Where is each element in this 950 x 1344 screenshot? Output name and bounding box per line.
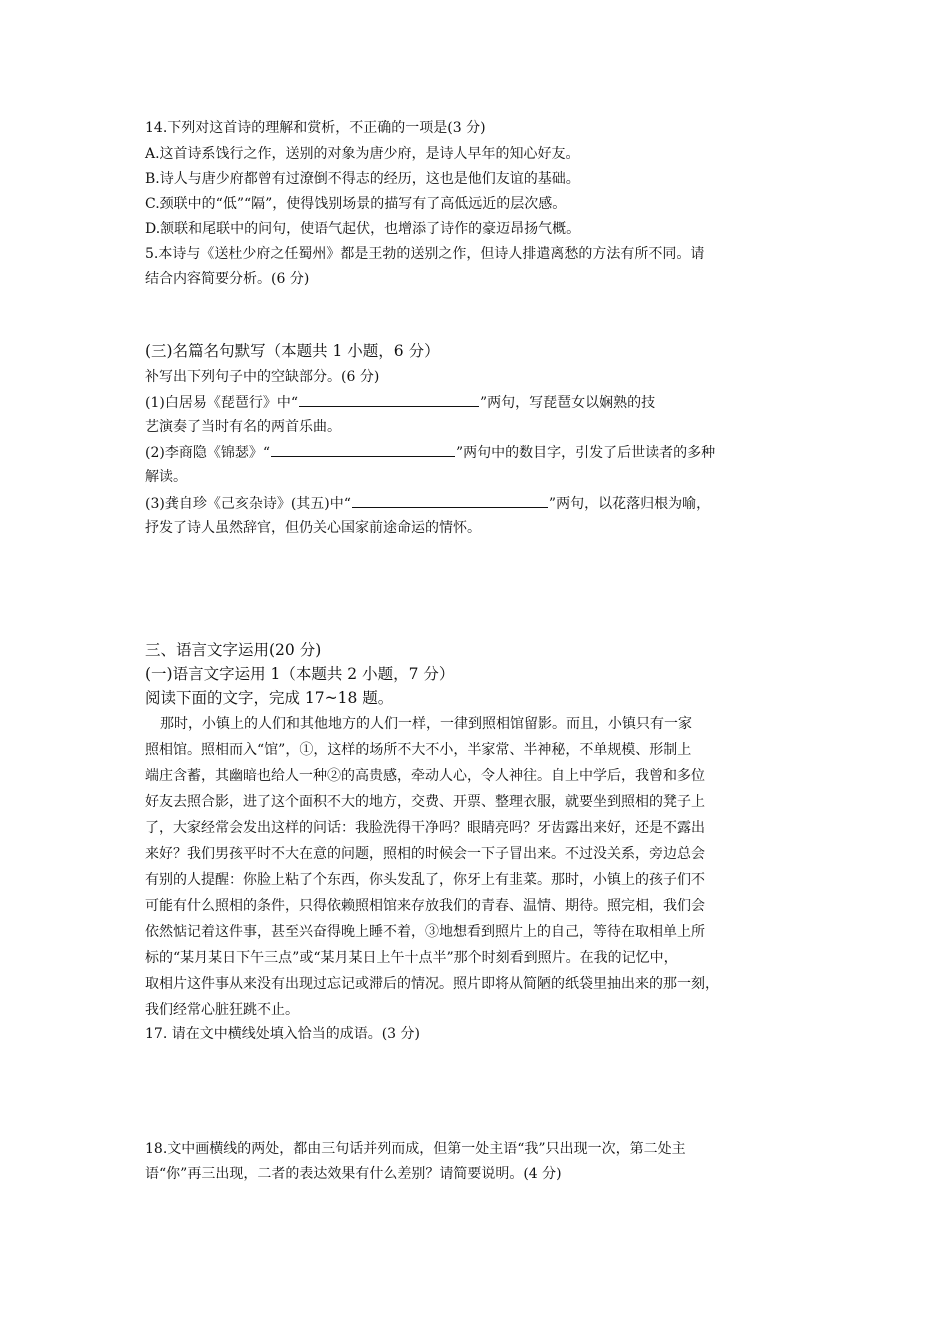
q15-line2: 结合内容简要分析。(6 分) bbox=[145, 271, 310, 287]
q14-option-b: B.诗人与唐少府都曾有过潦倒不得志的经历，这也是他们友谊的基础。 bbox=[145, 171, 580, 187]
fill-item-3-post: ”两句，以花落归根为喻， bbox=[548, 496, 711, 512]
q14-option-d: D.颔联和尾联中的问句，使语气起伏，也增添了诗作的豪迈昂扬气概。 bbox=[145, 221, 581, 237]
part3-sub1-title: (一)语言文字运用 1（本题共 2 小题，7 分） bbox=[145, 665, 455, 683]
part3-title: 三、语言文字运用(20 分) bbox=[145, 641, 322, 659]
fill-item-3 bbox=[145, 493, 710, 514]
q18-line2: 语“你”再三出现，二者的表达效果有什么差别？请简要说明。(4 分) bbox=[145, 1166, 562, 1182]
section3-intro: 补写出下列句子中的空缺部分。(6 分) bbox=[145, 369, 380, 385]
fill-item-1-pre: (1)白居易《琵琶行》中“ bbox=[145, 395, 298, 411]
passage-line: 可能有什么照相的条件，只得依赖照相馆来存放我们的青春、温情、期待。照完相，我们会 bbox=[145, 898, 705, 914]
q18-line1: 18.文中画横线的两处，都由三句话并列而成，但第一处主语“我”只出现一次，第二处主 bbox=[145, 1141, 686, 1157]
fill-item-1 bbox=[145, 392, 655, 413]
passage-line: 标的“某月某日下午三点”或“某月某日上午十点半”那个时刻看到照片。在我的记忆中， bbox=[145, 950, 678, 966]
fill-item-2-post: ”两句中的数目字，引发了后世读者的多种 bbox=[456, 445, 716, 461]
passage-line: 那时，小镇上的人们和其他地方的人们一样，一律到照相馆留影。而且，小镇只有一家 bbox=[160, 716, 692, 732]
q17-stem: 17. 请在文中横线处填入恰当的成语。(3 分) bbox=[145, 1026, 420, 1042]
passage-line: 依然惦记着这件事，甚至兴奋得晚上睡不着，③地想看到照片上的自己，等待在取相单上所 bbox=[145, 924, 705, 940]
fill-item-2-line2: 解读。 bbox=[145, 469, 187, 485]
passage-line: 了，大家经常会发出这样的问话：我脸洗得干净吗？眼睛亮吗？牙齿露出来好，还是不露出 bbox=[145, 820, 705, 836]
reading-instruction: 阅读下面的文字，完成 17~18 题。 bbox=[145, 689, 394, 707]
fill-item-3-line2: 抒发了诗人虽然辞官，但仍关心国家前途命运的情怀。 bbox=[145, 520, 481, 536]
passage-line: 好友去照合影，进了这个面积不大的地方，交费、开票、整理衣服，就要坐到照相的凳子上 bbox=[145, 794, 705, 810]
q14-option-c: C.颈联中的“低”“隔”，使得饯别场景的描写有了高低远近的层次感。 bbox=[145, 196, 567, 212]
q14-stem: 14.下列对这首诗的理解和赏析，不正确的一项是(3 分) bbox=[145, 120, 486, 136]
fill-blank-3[interactable] bbox=[352, 493, 548, 508]
passage-line: 我们经常心脏狂跳不止。 bbox=[145, 1002, 299, 1018]
passage-line: 来好？我们男孩平时不大在意的问题，照相的时候会一下子冒出来。不过没关系，旁边总会 bbox=[145, 846, 705, 862]
fill-blank-2[interactable] bbox=[271, 442, 455, 457]
q15-line1: 5.本诗与《送杜少府之任蜀州》都是王勃的送别之作，但诗人排遣离愁的方法有所不同。请 bbox=[145, 246, 705, 262]
fill-blank-1[interactable] bbox=[299, 392, 479, 407]
passage-line: 有别的人提醒：你脸上粘了个东西，你头发乱了，你牙上有韭菜。那时，小镇上的孩子们不 bbox=[145, 872, 705, 888]
fill-item-2-pre: (2)李商隐《锦瑟》“ bbox=[145, 445, 270, 461]
fill-item-2 bbox=[145, 442, 715, 463]
fill-item-1-post: ”两句，写琵琶女以娴熟的技 bbox=[480, 395, 656, 411]
fill-item-3-pre: (3)龚自珍《己亥杂诗》(其五)中“ bbox=[145, 496, 351, 512]
section3-title: (三)名篇名句默写（本题共 1 小题，6 分） bbox=[145, 342, 440, 360]
fill-item-1-line2: 艺演奏了当时有名的两首乐曲。 bbox=[145, 419, 341, 435]
passage-line: 端庄含蓄，其幽暗也给人一种②的高贵感，牵动人心，令人神往。自上中学后，我曾和多位 bbox=[145, 768, 705, 784]
q14-option-a: A.这首诗系饯行之作，送别的对象为唐少府，是诗人早年的知心好友。 bbox=[145, 146, 580, 162]
passage-line: 取相片这件事从来没有出现过忘记或滞后的情况。照片即将从简陋的纸袋里抽出来的那一刻， bbox=[145, 976, 719, 992]
passage-line: 照相馆。照相而入“馆”，①，这样的场所不大不小，半家常、半神秘，不单规模、形制上 bbox=[145, 742, 692, 758]
